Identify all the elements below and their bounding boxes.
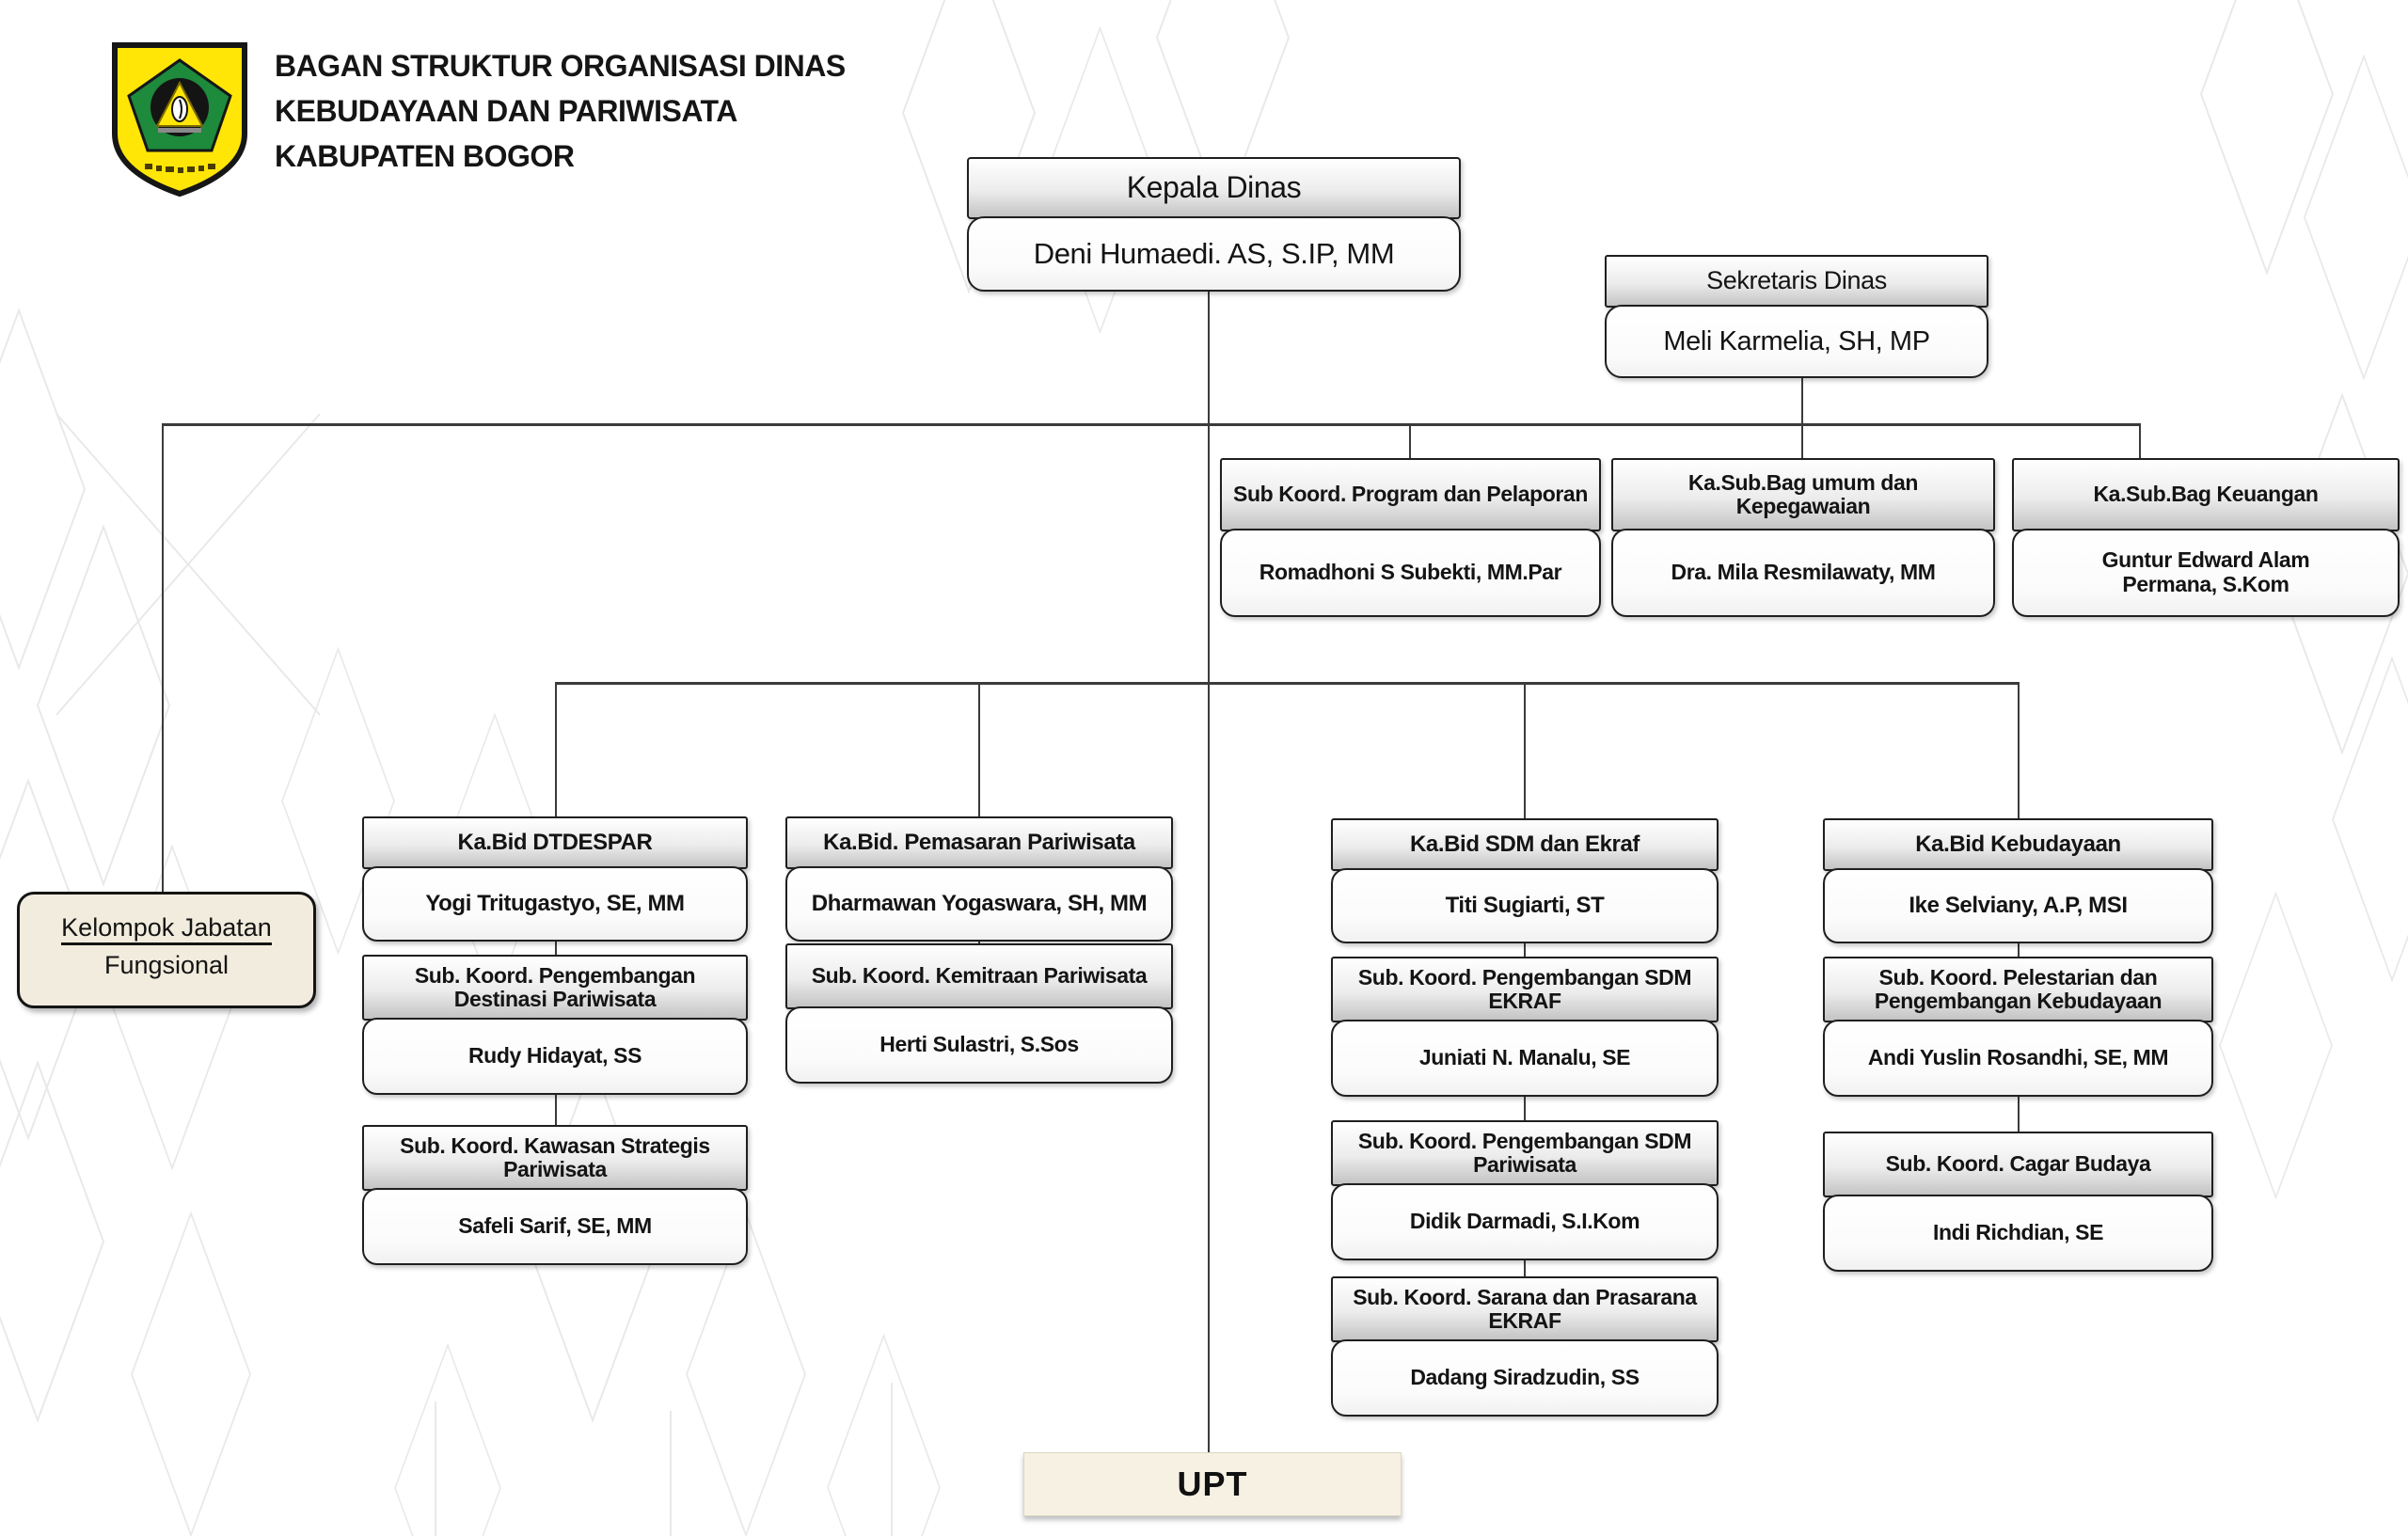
kabupaten-bogor-logo — [105, 40, 254, 199]
connector-to-kelompok — [162, 423, 164, 894]
connector-top-horizontal — [162, 423, 2141, 426]
person-name: Herti Sulastri, S.Sos — [785, 1006, 1173, 1084]
position-title: Sub. Koord. Cagar Budaya — [1823, 1132, 2213, 1197]
kelompok-line-2: Fungsional — [103, 951, 230, 980]
org-node-sub-sarana-prasarana-ekraf — [1331, 1276, 1719, 1417]
person-name: Dadang Siradzudin, SS — [1331, 1339, 1719, 1417]
org-node-sekretaris-dinas — [1605, 255, 1988, 378]
org-node-kelompok-jabatan-fungsional — [17, 892, 316, 1008]
connector-bidang-horizontal — [555, 682, 2020, 685]
person-name: Deni Humaedi. AS, S.IP, MM — [967, 216, 1461, 292]
org-node-kabid-dtdespar — [362, 816, 748, 942]
org-node-kabid-sdm-ekraf — [1331, 818, 1719, 943]
person-name: Didik Darmadi, S.I.Kom — [1331, 1183, 1719, 1260]
org-node-sub-sdm-pariwisata — [1331, 1120, 1719, 1260]
org-node-kasubbag-umum — [1611, 458, 1995, 617]
kelompok-line-1: Kelompok Jabatan — [61, 913, 272, 945]
position-title: Ka.Bid. Pemasaran Pariwisata — [785, 816, 1173, 869]
position-title: Sub. Koord. Kemitraan Pariwisata — [785, 943, 1173, 1009]
person-name: Indi Richdian, SE — [1823, 1195, 2213, 1272]
org-node-sub-destinasi-pariwisata — [362, 955, 748, 1095]
person-name: Ike Selviany, A.P, MSI — [1823, 868, 2213, 943]
position-title: Ka.Sub.Bag Keuangan — [2012, 458, 2400, 531]
person-name: Romadhoni S Subekti, MM.Par — [1220, 529, 1601, 617]
page-title — [275, 43, 933, 179]
position-title: Sub. Koord. Pengembangan SDM Pariwisata — [1331, 1120, 1719, 1186]
position-title: Sub Koord. Program dan Pelaporan — [1220, 458, 1601, 531]
person-name: Guntur Edward Alam Permana, S.Kom — [2012, 529, 2400, 617]
position-title: Ka.Bid DTDESPAR — [362, 816, 748, 869]
title-line-3: KABUPATEN BOGOR — [275, 139, 575, 173]
org-node-upt — [1023, 1452, 1402, 1516]
org-node-sub-sdm-ekraf — [1331, 957, 1719, 1097]
position-title: Sub. Koord. Pelestarian dan Pengembangan Kebudayaan — [1823, 957, 2213, 1022]
title-line-1: BAGAN STRUKTUR ORGANISASI DINAS — [275, 49, 846, 83]
connector-sekretaris-drop — [1801, 374, 1803, 461]
org-node-kabid-pemasaran — [785, 816, 1173, 942]
position-title: Ka.Sub.Bag umum dan Kepegawaian — [1611, 458, 1995, 531]
person-name: Yogi Tritugastyo, SE, MM — [362, 866, 748, 942]
position-title: Ka.Bid Kebudayaan — [1823, 818, 2213, 871]
person-name: Titi Sugiarti, ST — [1331, 868, 1719, 943]
connector-center-vertical — [1208, 287, 1210, 1454]
position-title: Sub. Koord. Pengembangan SDM EKRAF — [1331, 957, 1719, 1022]
connector-to-keuangan — [2139, 423, 2141, 461]
person-name: Safeli Sarif, SE, MM — [362, 1188, 748, 1265]
person-name: Dra. Mila Resmilawaty, MM — [1611, 529, 1995, 617]
title-line-2: KEBUDAYAAN DAN PARIWISATA — [275, 94, 737, 128]
person-name: Andi Yuslin Rosandhi, SE, MM — [1823, 1020, 2213, 1097]
connector-to-sub-program — [1409, 423, 1411, 461]
position-title: Sekretaris Dinas — [1605, 255, 1988, 308]
org-node-kasubbag-keuangan — [2012, 458, 2400, 617]
org-node-sub-kawasan-strategis — [362, 1125, 748, 1265]
org-node-sub-koord-program — [1220, 458, 1601, 617]
upt-label: UPT — [1177, 1465, 1248, 1503]
org-node-kabid-kebudayaan — [1823, 818, 2213, 943]
person-name: Dharmawan Yogaswara, SH, MM — [785, 866, 1173, 942]
position-title: Kepala Dinas — [967, 157, 1461, 219]
org-node-sub-pelestarian-kebudayaan — [1823, 957, 2213, 1097]
person-name: Meli Karmelia, SH, MP — [1605, 305, 1988, 378]
person-name: Rudy Hidayat, SS — [362, 1018, 748, 1095]
position-title: Sub. Koord. Kawasan Strategis Pariwisata — [362, 1125, 748, 1191]
position-title: Ka.Bid SDM dan Ekraf — [1331, 818, 1719, 871]
org-node-sub-cagar-budaya — [1823, 1132, 2213, 1272]
position-title: Sub. Koord. Sarana dan Prasarana EKRAF — [1331, 1276, 1719, 1342]
person-name: Juniati N. Manalu, SE — [1331, 1020, 1719, 1097]
org-node-sub-kemitraan-pariwisata — [785, 943, 1173, 1084]
org-node-kepala-dinas — [967, 157, 1461, 292]
position-title: Sub. Koord. Pengembangan Destinasi Pariwisata — [362, 955, 748, 1021]
